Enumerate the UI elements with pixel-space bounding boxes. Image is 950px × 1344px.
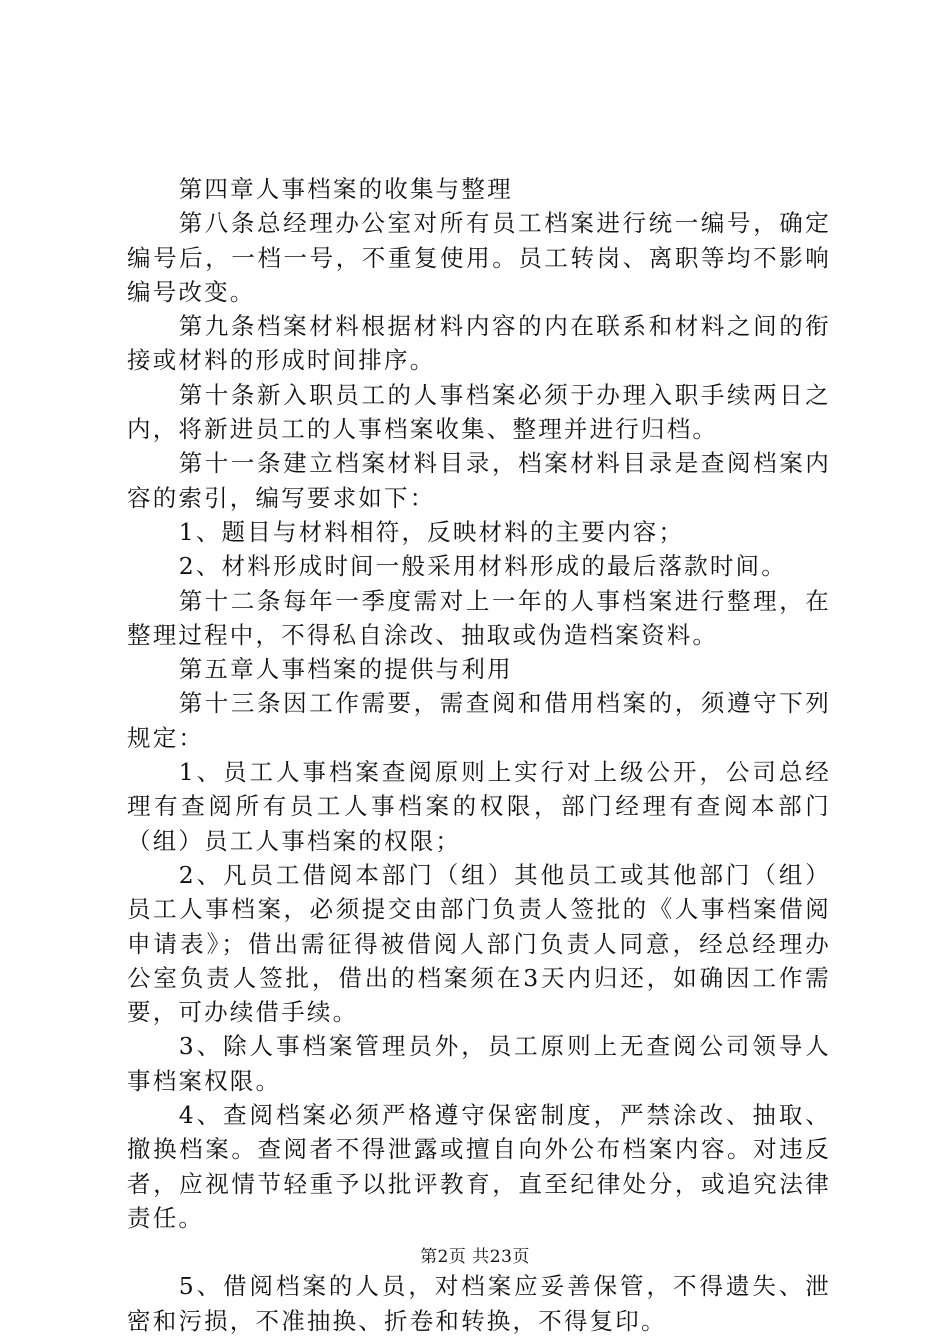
paragraph: 第十一条建立档案材料目录，档案材料目录是查阅档案内容的索引，编写要求如下：: [127, 449, 831, 512]
chapter-heading: 第五章人事档案的提供与利用: [178, 655, 513, 684]
page-footer: [0, 1242, 950, 1267]
list-item: 5、借阅档案的人员，对档案应妥善保管，不得遗失、泄密和污损，不准抽换、折卷和转换，不得复印。: [127, 1272, 831, 1335]
paragraph: 第九条档案材料根据材料内容的内在联系和材料之间的衔接或材料的形成时间排序。: [127, 312, 831, 375]
chapter-heading: 第四章人事档案的收集与整理: [178, 175, 513, 203]
paragraph: 第十条新入职员工的人事档案必须于办理入职手续两日之内，将新进员工的人事档案收集、整理并进行归档。: [127, 380, 831, 444]
list-item: 1、题目与材料相符，反映材料的主要内容；: [178, 517, 685, 546]
list-item: 4、查阅档案必须严格遵守保密制度，严禁涂改、抽取、撤换档案。查阅者不得泄露或擅自向外公布档案内容。对违反者，应视情节轻重予以批评教育，直至纪律处分，或追究法律责任。: [127, 1101, 831, 1232]
document-body: [127, 172, 831, 1338]
paragraph: 第十二条每年一季度需对上一年的人事档案进行整理，在整理过程中，不得私自涂改、抽取或伪造档案资料。: [127, 586, 831, 649]
paragraph: 第十三条因工作需要，需查阅和借用档案的，须遵守下列规定：: [127, 689, 831, 752]
list-item: 2、凡员工借阅本部门（组）其他员工或其他部门（组）员工人事档案，必须提交由部门负责人签批的《人事档案借阅申请表》；借出需征得被借阅人部门负责人同意，经总经理办公室负责人签批，借出的档案须在3天内归还，如确因工作需要，可办续借手续。: [127, 860, 831, 1027]
list-item: 1、员工人事档案查阅原则上实行对上级公开，公司总经理有查阅所有员工人事档案的权限，部门经理有查阅本部门（组）员工人事档案的权限；: [127, 758, 831, 855]
list-item: 2、材料形成时间一般采用材料形成的最后落款时间。: [178, 552, 787, 581]
list-item: 3、除人事档案管理员外，员工原则上无查阅公司领导人事档案权限。: [127, 1032, 831, 1095]
paragraph: 第八条总经理办公室对所有员工档案进行统一编号，确定编号后，一档一号，不重复使用。员工转岗、离职等均不影响编号改变。: [127, 209, 831, 306]
page-indicator: 第2页 共23页: [420, 1247, 530, 1267]
